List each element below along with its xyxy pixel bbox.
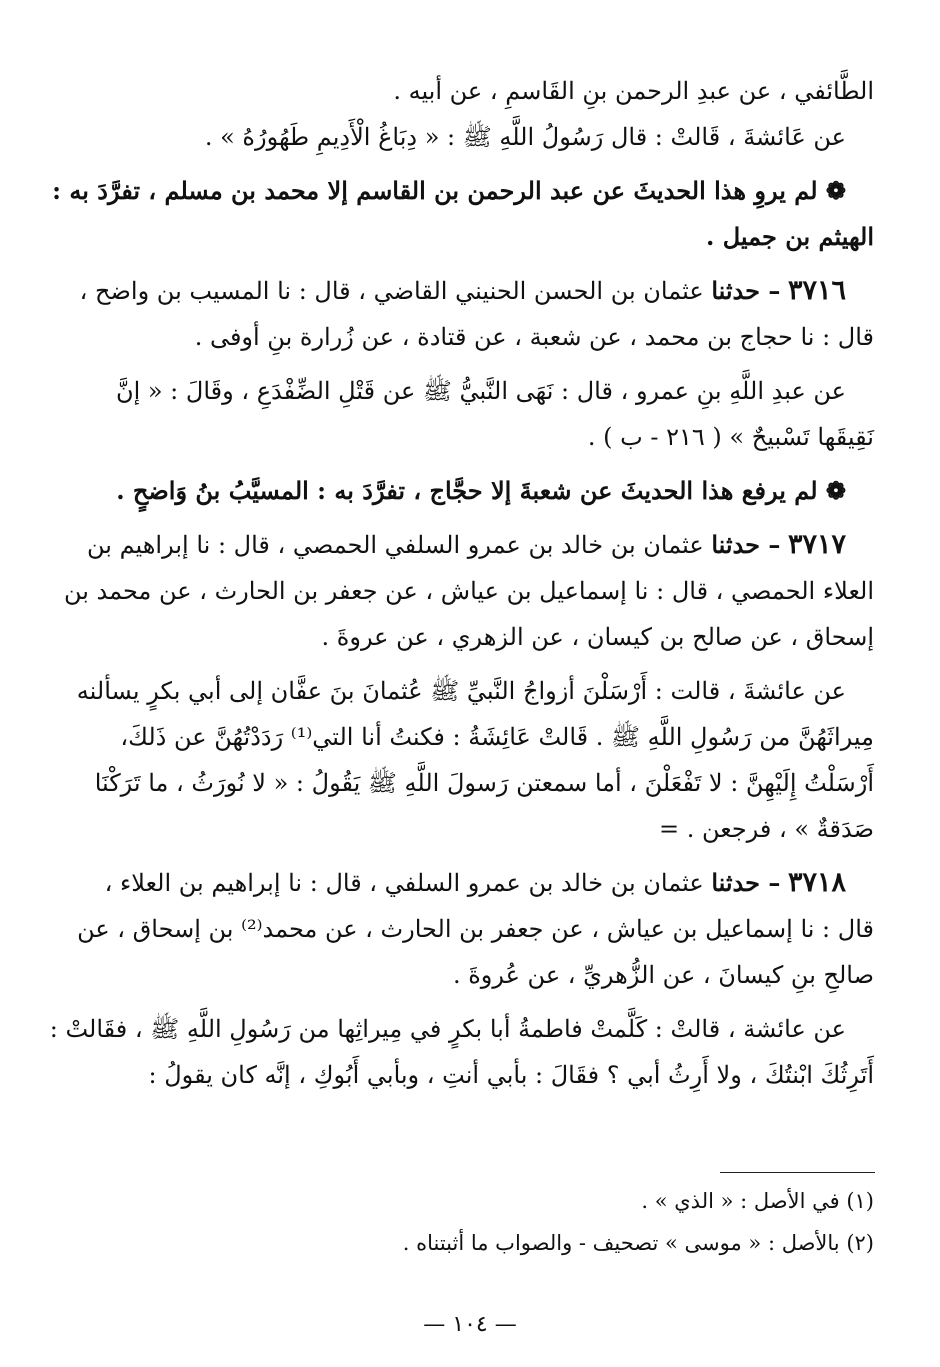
- note-line: ❁ لم يروِ هذا الحديثَ عن عبد الرحمن بن القاسم إلا محمد بن مسلم ، تفرَّدَ به :: [52, 176, 846, 205]
- hadith-3716: [44, 268, 874, 360]
- hadith-opening-line: ٣٧١٨ – حدثنا عثمان بن خالد بن عمرو السلفي ، قال : نا إبراهيم بن العلاء ،: [104, 867, 846, 898]
- note-line: الهيثم بن جميل .: [706, 222, 874, 251]
- isnad-line: صالحِ بنِ كيسانَ ، عن الزُّهريِّ ، عن عُروةَ .: [452, 961, 874, 989]
- hadith-number: ٣٧١٦: [787, 275, 846, 306]
- isnad-text: عثمان بن خالد بن عمرو السلفي الحمصي ، قال : نا إبراهيم بن: [86, 531, 704, 559]
- matn-line: أَتَرِثُكَ ابْنتُكَ ، ولا أَرِثُ أبي ؟ فقَالَ : بأبي أنتِ ، وبأبي أَبُوكِ ، إنَّه كان يقولُ :: [148, 1061, 874, 1089]
- hadith-3717: [44, 522, 874, 660]
- note-block: [44, 168, 874, 260]
- hadith-3717-matn: [44, 668, 874, 852]
- isnad-line: إسحاق ، عن صالح بن كيسان ، عن الزهري ، عن عروةَ .: [321, 623, 874, 651]
- text-line: الطَّائفي ، عن عبدِ الرحمن بنِ القَاسمِ ، عن أبيه .: [393, 77, 874, 105]
- hadith-3716-matn: [44, 368, 874, 460]
- footnote-separator: [720, 1172, 875, 1173]
- main-text: [44, 68, 874, 1106]
- matn-line: أَرْسَلْتُ إِلَيْهِنَّ : لا تَفْعَلْنَ ، أما سمعتن رَسولَ اللَّهِ ﷺ يَقُولُ : « لا نُورَثُ ، ما تَرَكْنَا: [94, 769, 874, 797]
- hadith-3718-matn: [44, 1006, 874, 1098]
- footnotes: [44, 1180, 874, 1264]
- text-line: عن عَائشةَ ، قَالتْ : قال رَسُولُ اللَّهِ ﷺ : « دِبَاغُ الْأَدِيمِ طَهُورُهُ » .: [204, 123, 846, 151]
- matn-line: صَدَقةٌ » ، فرجعن . =: [658, 815, 874, 843]
- matn-line: عن عائشةَ ، قالت : أَرْسَلْنَ أزواجُ النَّبيِّ ﷺ عُثمانَ بنَ عفَّان إلى أبي بكرٍ يسألنه: [76, 677, 846, 705]
- hadith-opening-line: ٣٧١٦ – حدثنا عثمان بن الحسن الحنيني القاضي ، قال : نا المسيب بن واضح ،: [79, 275, 846, 306]
- hadith-head: حدثنا: [711, 530, 760, 559]
- top-block: [44, 68, 874, 160]
- matn-line: عن عبدِ اللَّهِ بنِ عمرو ، قال : نَهَى النَّبيُّ ﷺ عن قَتْلِ الضِّفْدَعِ ، وقَالَ : « إنَّ: [115, 377, 846, 405]
- matn-line: مِيراثَهُنَّ من رَسُولِ اللَّهِ ﷺ . قَالتْ عَائِشَةُ : فكنتُ أنا التي⁽¹⁾ رَدَدْتُهُنَّ عن ذَلكَ،: [120, 723, 874, 751]
- isnad-text: عثمان بن الحسن الحنيني القاضي ، قال : نا المسيب بن واضح ،: [79, 277, 704, 305]
- page-number: — ١٠٤ —: [423, 1312, 517, 1337]
- matn-line: عن عائشة ، قالتْ : كَلَّمتْ فاطمةُ أبا بكرٍ في مِيراثِها من رَسُولِ اللَّهِ ﷺ ، فقَالتْ :: [49, 1015, 846, 1043]
- hadith-head: حدثنا: [711, 868, 760, 897]
- hadith-3718: [44, 860, 874, 998]
- footnote: (٢) بالأصل : « موسى » تصحيف - والصواب ما أثبتناه .: [402, 1231, 874, 1255]
- isnad-text: عثمان بن خالد بن عمرو السلفي ، قال : نا إبراهيم بن العلاء ،: [104, 869, 704, 897]
- note-block: [44, 468, 874, 514]
- isnad-line: العلاء الحمصي ، قال : نا إسماعيل بن عياش ، عن جعفر بن الحارث ، عن محمد بن: [63, 577, 874, 605]
- isnad-line: قال : نا حجاج بن محمد ، عن شعبة ، عن قتادة ، عن زُرارة بنِ أوفى .: [194, 323, 874, 351]
- note-line: ❁ لم يرفع هذا الحديثَ عن شعبةَ إلا حجَّاج ، تفرَّدَ به : المسيَّبُ بنُ وَاضحٍ .: [116, 476, 846, 505]
- hadith-number: ٣٧١٨: [787, 867, 846, 898]
- hadith-opening-line: ٣٧١٧ – حدثنا عثمان بن خالد بن عمرو السلفي الحمصي ، قال : نا إبراهيم بن: [86, 529, 846, 560]
- matn-line: نَقِيقَها تَسْبيحٌ » ( ٢١٦ - ب ) .: [587, 423, 874, 451]
- isnad-line: قال : نا إسماعيل بن عياش ، عن جعفر بن الحارث ، عن محمد⁽²⁾ بن إسحاق ، عن: [77, 915, 874, 943]
- hadith-head: حدثنا: [711, 276, 760, 305]
- footnote: (١) في الأصل : « الذي » .: [641, 1189, 874, 1213]
- hadith-number: ٣٧١٧: [787, 529, 846, 560]
